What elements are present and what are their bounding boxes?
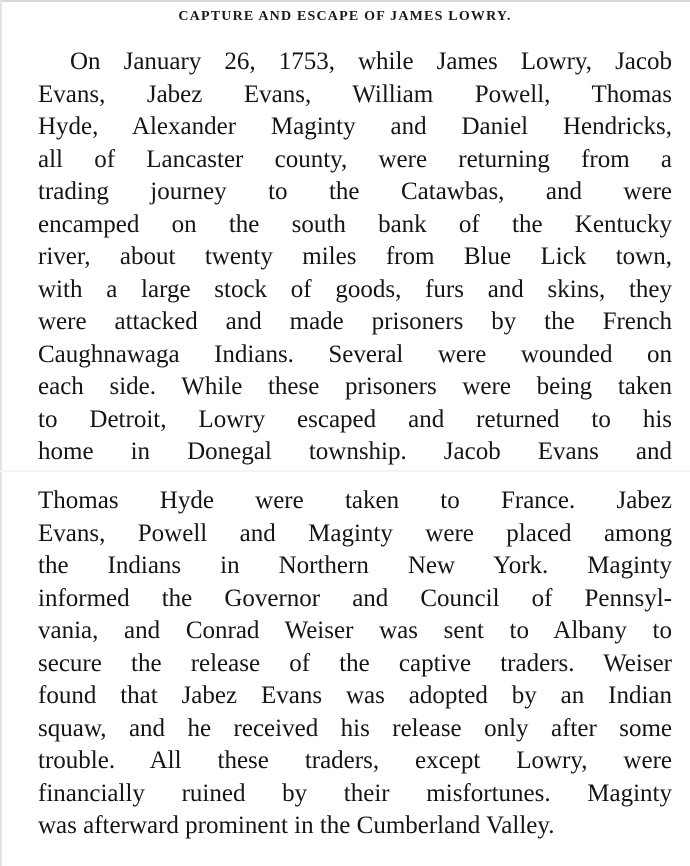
- paragraph-upper: [38, 46, 672, 469]
- text-line: Evans, Jabez Evans, William Powell, Thomas: [38, 80, 672, 108]
- text-line: was afterward prominent in the Cumberland Valley.: [38, 812, 555, 839]
- text-line: squaw, and he received his release only after some: [38, 714, 672, 742]
- text-line: to Detroit, Lowry escaped and returned to his: [38, 405, 672, 433]
- text-line: all of Lancaster county, were returning from a: [38, 145, 672, 173]
- text-line: with a large stock of goods, furs and skins, they: [38, 275, 672, 303]
- text-line: informed the Governor and Council of Pennsyl-: [38, 584, 672, 612]
- text-line: river, about twenty miles from Blue Lick town,: [38, 243, 672, 270]
- text-line: encamped on the south bank of the Kentucky: [38, 210, 672, 238]
- text-line: trouble. All these traders, except Lowry, were: [38, 747, 672, 774]
- text-line: financially ruined by their misfortunes. Maginty: [38, 779, 672, 807]
- paragraph-lower: [38, 485, 672, 843]
- text-line: secure the release of the captive traders. Weiser: [38, 649, 672, 677]
- text-line: Hyde, Alexander Maginty and Daniel Hendricks,: [38, 113, 672, 140]
- text-line: the Indians in Northern New York. Maginty: [38, 552, 672, 579]
- text-line: Evans, Powell and Maginty were placed among: [38, 519, 672, 547]
- text-line: vania, and Conrad Weiser was sent to Albany to: [38, 617, 672, 644]
- text-line: Caughnawaga Indians. Several were wounded on: [38, 340, 672, 368]
- section-heading: CAPTURE AND ESCAPE OF JAMES LOWRY.: [178, 9, 512, 24]
- text-line: found that Jabez Evans was adopted by an Indian: [38, 682, 672, 709]
- text-line: were attacked and made prisoners by the French: [38, 308, 672, 335]
- scan-edge-top: [0, 0, 690, 2]
- text-line: On January 26, 1753, while James Lowry, Jacob: [70, 48, 672, 75]
- text-line: Thomas Hyde were taken to France. Jabez: [38, 487, 672, 514]
- scan-edge-left: [0, 0, 2, 866]
- page-break-gap: [0, 470, 690, 472]
- text-line: home in Donegal township. Jacob Evans and: [38, 438, 672, 465]
- text-line: each side. While these prisoners were being taken: [38, 373, 672, 400]
- text-line: trading journey to the Catawbas, and were: [38, 178, 672, 205]
